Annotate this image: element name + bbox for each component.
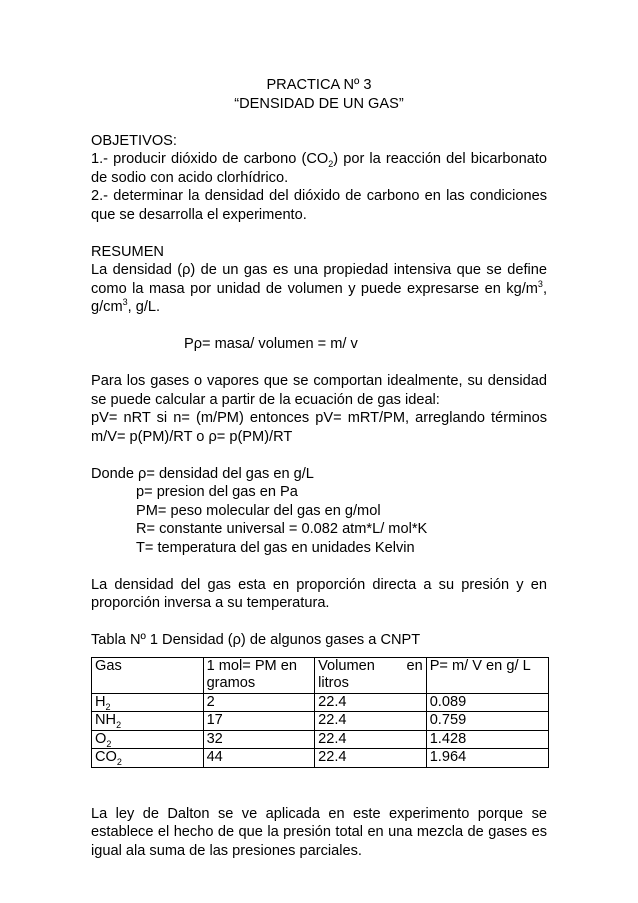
- header-density: P= m/ V en g/ L: [426, 657, 548, 693]
- resumen-heading: RESUMEN: [91, 243, 164, 260]
- cell-pm: 32: [203, 730, 315, 749]
- resumen-paragraph-2: Para los gases o vapores que se comportan idealmente, su densidad se puede calcular a partir de la ecuación de gas ideal:: [91, 373, 547, 408]
- cell-density: 0.089: [426, 693, 548, 712]
- table-row: [92, 730, 549, 749]
- gas-density-table: [91, 657, 549, 768]
- objetivo-2: 2.- determinar la densidad del dióxido de carbono en las condiciones que se desarrolla el experimento.: [91, 188, 547, 223]
- cell-gas: $CO_2$: [92, 749, 204, 768]
- cell-gas: $O_2$: [92, 730, 204, 749]
- cell-density: 1.964: [426, 749, 548, 768]
- cell-gas: $H_2$: [92, 693, 204, 712]
- definition-item: T= temperatura del gas en unidades Kelvin: [136, 539, 415, 556]
- resumen-paragraph-3: pV= nRT si n= (m/PM) entonces pV= mRT/PM, arreglando términos m/V= p(PM)/RT o ρ= p(PM)/RT: [91, 410, 547, 445]
- document-page: [91, 76, 547, 860]
- cell-pm: 17: [203, 712, 315, 731]
- definition-item: p= presion del gas en Pa: [136, 484, 298, 500]
- cell-volume: 22.4: [315, 693, 427, 712]
- dalton-paragraph: La ley de Dalton se ve aplicada en este experimento porque se establece el hecho de que la presión total en una mezcla de gases es igual ala suma de las presiones parciales.: [91, 805, 547, 859]
- resumen-paragraph-4: La densidad del gas esta en proporción directa a su presión y en proporción inversa a su temperatura.: [91, 576, 547, 611]
- objetivos-heading: OBJETIVOS:: [91, 132, 177, 149]
- density-equation: Pρ= masa/ volumen = m/ v: [184, 336, 358, 352]
- document-title: [91, 76, 547, 113]
- table-row: [92, 693, 549, 712]
- objetivo-1: 1.- producir dióxido de carbono $(CO_2)$ por la reacción del bicarbonato de sodio con acido clorhídrico.: [91, 151, 547, 186]
- header-volume: Volumen en litros: [315, 657, 427, 693]
- table-header-row: [92, 657, 549, 693]
- cell-pm: 44: [203, 749, 315, 768]
- header-mol: 1 mol= PM en gramos: [203, 657, 315, 693]
- cell-volume: 22.4: [315, 749, 427, 768]
- definition-item: R= constante universal = 0.082 atm*L/ mol*K: [136, 521, 428, 537]
- definition-item: PM= peso molecular del gas en g/mol: [136, 502, 381, 519]
- donde-line: Donde ρ= densidad del gas en g/L: [91, 465, 314, 482]
- cell-gas: $NH_2$: [92, 712, 204, 731]
- cell-pm: 2: [203, 693, 315, 712]
- cell-volume: 22.4: [315, 730, 427, 749]
- cell-density: 1.428: [426, 730, 548, 749]
- variable-definitions: [91, 483, 547, 557]
- table-row: [92, 712, 549, 731]
- title-line-2: “DENSIDAD DE UN GAS”: [234, 95, 404, 112]
- cell-volume: 22.4: [315, 712, 427, 731]
- table-caption: Tabla Nº 1 Densidad (ρ) de algunos gases a CNPT: [91, 632, 421, 648]
- table-row: [92, 749, 549, 768]
- resumen-paragraph-1: La densidad (ρ) de un gas es una propiedad intensiva que se define como la masa por unidad de volumen y puede expresarse en $kg/m^3$, $g/cm^3$, g/L.: [91, 262, 547, 315]
- title-line-1: PRACTICA Nº 3: [266, 77, 372, 93]
- cell-density: 0.759: [426, 712, 548, 731]
- header-gas: Gas: [92, 657, 204, 693]
